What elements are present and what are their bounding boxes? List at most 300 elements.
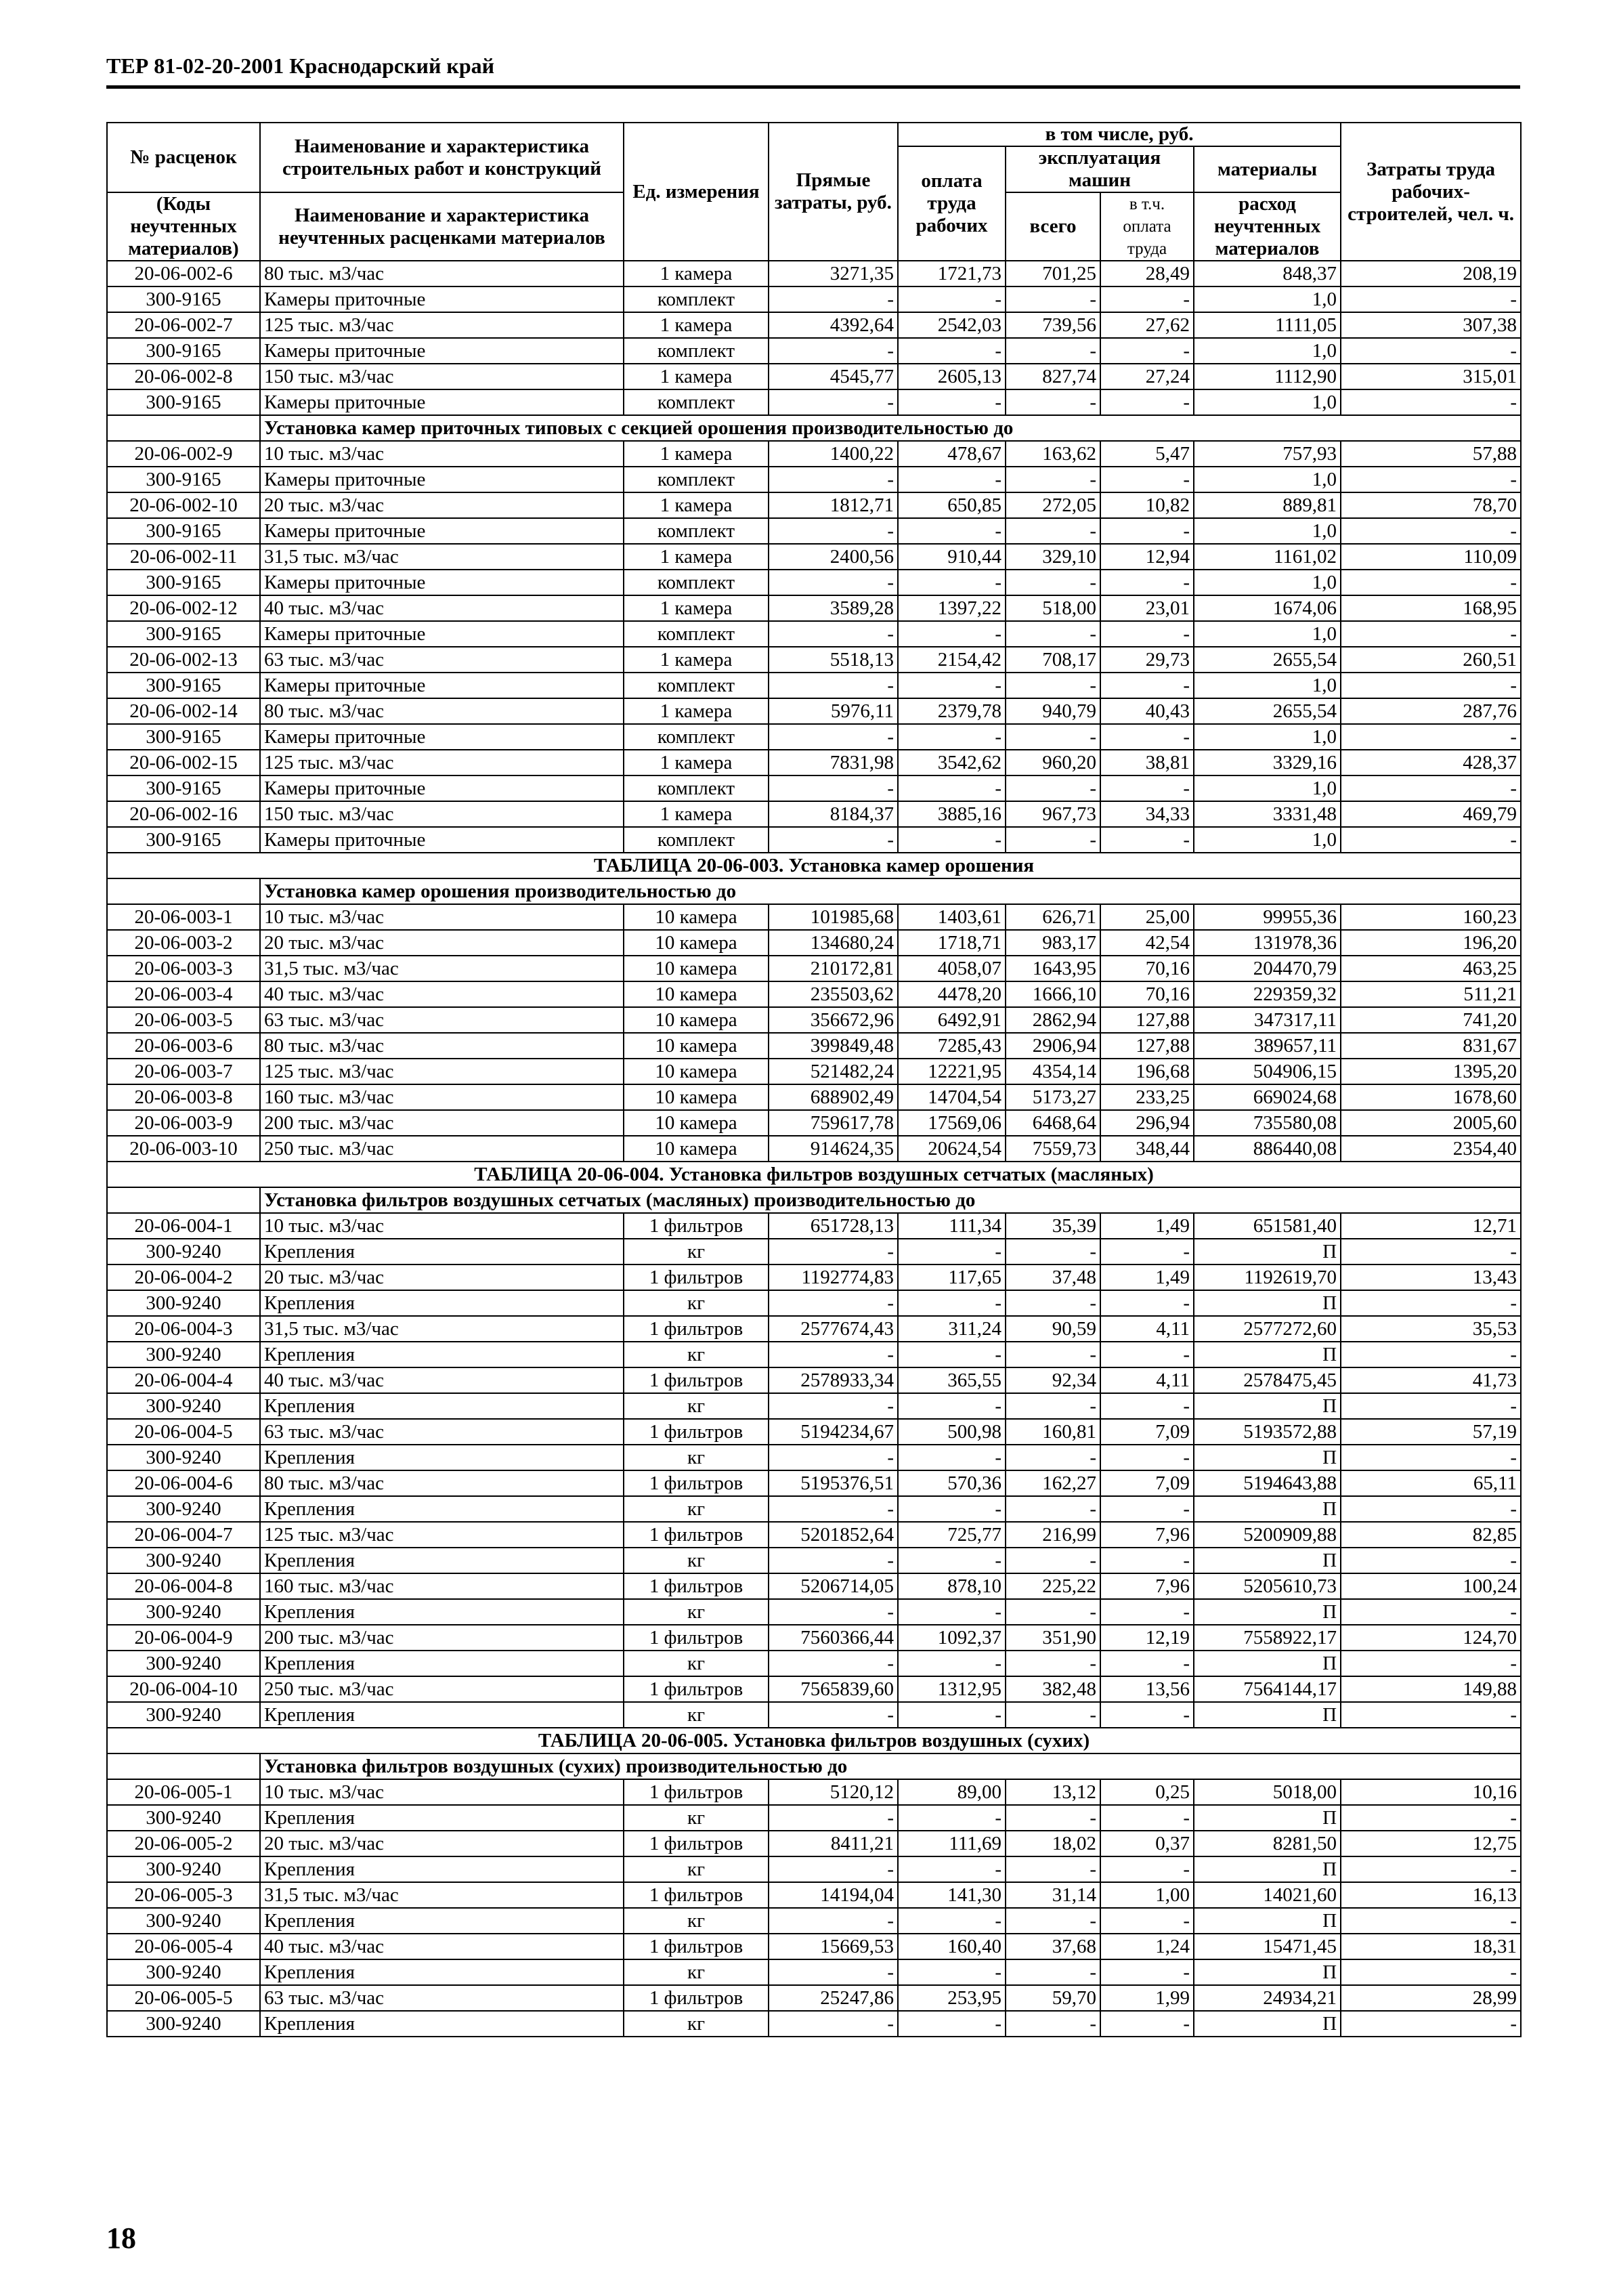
material-row (107, 1445, 1521, 1470)
unit-cell: комплект (624, 724, 769, 750)
machine-wages-cell: - (1100, 1548, 1194, 1573)
unit-cell: 1 камера (624, 261, 769, 286)
machine-wages-cell: - (1100, 2011, 1194, 2037)
rate-row (107, 1033, 1521, 1059)
section-title: Установка камер приточных типовых с секцией орошения производительностью до (260, 415, 1521, 441)
direct-cell: 25247,86 (769, 1985, 898, 2011)
wages-cell: - (898, 570, 1006, 595)
direct-cell: 7831,98 (769, 750, 898, 775)
machine-wages-cell: 70,16 (1100, 981, 1194, 1007)
unit-cell: кг (624, 1496, 769, 1522)
direct-cell: 7560366,44 (769, 1625, 898, 1651)
materials-cell: 757,93 (1194, 441, 1341, 467)
code-cell: 300-9240 (107, 1239, 260, 1264)
material-row (107, 467, 1521, 492)
name-cell: Камеры приточные (260, 389, 624, 415)
wages-cell: 7285,43 (898, 1033, 1006, 1059)
wages-cell: 2542,03 (898, 312, 1006, 338)
wages-cell: 12221,95 (898, 1059, 1006, 1084)
rate-row (107, 1522, 1521, 1548)
section-title: Установка камер орошения производительностью до (260, 878, 1521, 904)
materials-cell: 5200909,88 (1194, 1522, 1341, 1548)
material-row (107, 1548, 1521, 1573)
labor-cell: - (1341, 389, 1521, 415)
rate-row (107, 801, 1521, 827)
materials-cell: П (1194, 1496, 1341, 1522)
machine-wages-cell: 5,47 (1100, 441, 1194, 467)
machine-wages-cell: - (1100, 673, 1194, 698)
direct-cell: 1192774,83 (769, 1264, 898, 1290)
code-cell: 300-9165 (107, 467, 260, 492)
labor-cell: 65,11 (1341, 1470, 1521, 1496)
name-cell: 160 тыс. м3/час (260, 1573, 624, 1599)
materials-cell: 1,0 (1194, 775, 1341, 801)
machine-wages-cell: - (1100, 1908, 1194, 1934)
machine-wages-cell: 127,88 (1100, 1033, 1194, 1059)
rate-row (107, 1470, 1521, 1496)
name-cell: Крепления (260, 1702, 624, 1728)
material-row (107, 1908, 1521, 1934)
code-cell: 300-9240 (107, 1908, 260, 1934)
material-row (107, 1702, 1521, 1728)
machine-wages-cell: 4,11 (1100, 1367, 1194, 1393)
materials-cell: 14021,60 (1194, 1882, 1341, 1908)
material-row (107, 1342, 1521, 1367)
machine-wages-cell: 42,54 (1100, 930, 1194, 956)
section-spacer (107, 415, 260, 441)
materials-cell: 1,0 (1194, 389, 1341, 415)
name-cell: 63 тыс. м3/час (260, 647, 624, 673)
unit-cell: 1 камера (624, 364, 769, 389)
materials-cell: 1,0 (1194, 570, 1341, 595)
direct-cell: 4392,64 (769, 312, 898, 338)
materials-cell: 7564144,17 (1194, 1676, 1341, 1702)
direct-cell: - (769, 518, 898, 544)
machine-wages-cell: - (1100, 1290, 1194, 1316)
machine-wages-cell: - (1100, 389, 1194, 415)
wages-cell: 141,30 (898, 1882, 1006, 1908)
material-row (107, 827, 1521, 853)
code-cell: 20-06-002-7 (107, 312, 260, 338)
direct-cell: 14194,04 (769, 1882, 898, 1908)
machines-cell: - (1006, 775, 1100, 801)
machines-cell: - (1006, 1908, 1100, 1934)
header-direct-costs: Прямые затраты, руб. (769, 123, 898, 261)
name-cell: 40 тыс. м3/час (260, 1367, 624, 1393)
labor-cell: - (1341, 467, 1521, 492)
wages-cell: 4058,07 (898, 956, 1006, 981)
unit-cell: 10 камера (624, 1084, 769, 1110)
rate-row (107, 1136, 1521, 1162)
unit-cell: комплект (624, 338, 769, 364)
unit-cell: кг (624, 1342, 769, 1367)
wages-cell: 570,36 (898, 1470, 1006, 1496)
code-cell: 300-9165 (107, 338, 260, 364)
materials-cell: П (1194, 1959, 1341, 1985)
direct-cell: 235503,62 (769, 981, 898, 1007)
unit-cell: 1 камера (624, 544, 769, 570)
labor-cell: 110,09 (1341, 544, 1521, 570)
material-row (107, 518, 1521, 544)
materials-cell: 1,0 (1194, 621, 1341, 647)
wages-cell: - (898, 1599, 1006, 1625)
materials-cell: П (1194, 1548, 1341, 1573)
labor-cell: 10,16 (1341, 1779, 1521, 1805)
labor-cell: - (1341, 286, 1521, 312)
machine-wages-cell: 348,44 (1100, 1136, 1194, 1162)
direct-cell: 7565839,60 (769, 1676, 898, 1702)
machine-wages-cell: - (1100, 1856, 1194, 1882)
header-code-top: № расценок (107, 123, 260, 192)
code-cell: 300-9240 (107, 1651, 260, 1676)
wages-cell: 1397,22 (898, 595, 1006, 621)
machines-cell: - (1006, 1445, 1100, 1470)
labor-cell: 41,73 (1341, 1367, 1521, 1393)
labor-cell: 287,76 (1341, 698, 1521, 724)
direct-cell: 134680,24 (769, 930, 898, 956)
material-row (107, 286, 1521, 312)
direct-cell: 1400,22 (769, 441, 898, 467)
machine-wages-cell: - (1100, 1496, 1194, 1522)
wages-cell: - (898, 1651, 1006, 1676)
name-cell: Камеры приточные (260, 286, 624, 312)
unit-cell: 10 камера (624, 981, 769, 1007)
machines-cell: - (1006, 1239, 1100, 1264)
materials-cell: 1,0 (1194, 338, 1341, 364)
rate-row (107, 312, 1521, 338)
unit-cell: комплект (624, 673, 769, 698)
materials-cell: 5205610,73 (1194, 1573, 1341, 1599)
machines-cell: 31,14 (1006, 1882, 1100, 1908)
unit-cell: 1 фильтров (624, 1831, 769, 1856)
code-cell: 20-06-005-4 (107, 1934, 260, 1959)
material-row (107, 2011, 1521, 2037)
machine-wages-cell: 0,25 (1100, 1779, 1194, 1805)
labor-cell: - (1341, 1651, 1521, 1676)
direct-cell: 1812,71 (769, 492, 898, 518)
labor-cell: 1678,60 (1341, 1084, 1521, 1110)
rate-row (107, 1084, 1521, 1110)
machines-cell: 225,22 (1006, 1573, 1100, 1599)
wages-cell: 311,24 (898, 1316, 1006, 1342)
name-cell: 40 тыс. м3/час (260, 1934, 624, 1959)
machine-wages-cell: 27,62 (1100, 312, 1194, 338)
unit-cell: 1 фильтров (624, 1985, 769, 2011)
rate-row (107, 1779, 1521, 1805)
rate-row (107, 904, 1521, 930)
unit-cell: 1 фильтров (624, 1522, 769, 1548)
code-cell: 20-06-005-3 (107, 1882, 260, 1908)
materials-cell: 1112,90 (1194, 364, 1341, 389)
rate-row (107, 1059, 1521, 1084)
unit-cell: 1 фильтров (624, 1316, 769, 1342)
direct-cell: 4545,77 (769, 364, 898, 389)
unit-cell: 1 фильтров (624, 1419, 769, 1445)
labor-cell: 463,25 (1341, 956, 1521, 981)
code-cell: 300-9165 (107, 673, 260, 698)
name-cell: 63 тыс. м3/час (260, 1419, 624, 1445)
wages-cell: 478,67 (898, 441, 1006, 467)
rate-row (107, 1110, 1521, 1136)
machine-wages-cell: - (1100, 1393, 1194, 1419)
materials-cell: 8281,50 (1194, 1831, 1341, 1856)
name-cell: 125 тыс. м3/час (260, 750, 624, 775)
rate-row (107, 364, 1521, 389)
direct-cell: 521482,24 (769, 1059, 898, 1084)
header-name-bottom: Наименование и характеристика неучтенных расценками материалов (260, 192, 624, 261)
machines-cell: 708,17 (1006, 647, 1100, 673)
material-row (107, 1959, 1521, 1985)
name-cell: 10 тыс. м3/час (260, 441, 624, 467)
materials-cell: 889,81 (1194, 492, 1341, 518)
wages-cell: 117,65 (898, 1264, 1006, 1290)
code-cell: 20-06-003-7 (107, 1059, 260, 1084)
labor-cell: - (1341, 775, 1521, 801)
machine-wages-cell: 127,88 (1100, 1007, 1194, 1033)
materials-cell: П (1194, 1445, 1341, 1470)
labor-cell: 831,67 (1341, 1033, 1521, 1059)
material-row (107, 1599, 1521, 1625)
direct-cell: 101985,68 (769, 904, 898, 930)
unit-cell: комплект (624, 389, 769, 415)
labor-cell: 208,19 (1341, 261, 1521, 286)
code-cell: 20-06-005-5 (107, 1985, 260, 2011)
code-cell: 300-9165 (107, 389, 260, 415)
direct-cell: - (769, 467, 898, 492)
code-cell: 20-06-004-7 (107, 1522, 260, 1548)
machine-wages-cell: - (1100, 775, 1194, 801)
name-cell: 250 тыс. м3/час (260, 1676, 624, 1702)
labor-cell: - (1341, 621, 1521, 647)
direct-cell: 5976,11 (769, 698, 898, 724)
machines-cell: 162,27 (1006, 1470, 1100, 1496)
labor-cell: 428,37 (1341, 750, 1521, 775)
rates-table (106, 122, 1522, 2037)
direct-cell: 8184,37 (769, 801, 898, 827)
unit-cell: 1 камера (624, 595, 769, 621)
header-rule (106, 85, 1520, 89)
materials-cell: 24934,21 (1194, 1985, 1341, 2011)
materials-cell: 886440,08 (1194, 1136, 1341, 1162)
code-cell: 20-06-004-10 (107, 1676, 260, 1702)
material-row (107, 1290, 1521, 1316)
code-cell: 20-06-002-16 (107, 801, 260, 827)
materials-cell: 1,0 (1194, 724, 1341, 750)
code-cell: 300-9165 (107, 724, 260, 750)
labor-cell: - (1341, 1805, 1521, 1831)
unit-cell: комплект (624, 467, 769, 492)
unit-cell: 10 камера (624, 930, 769, 956)
code-cell: 20-06-003-2 (107, 930, 260, 956)
name-cell: 10 тыс. м3/час (260, 1779, 624, 1805)
name-cell: 150 тыс. м3/час (260, 364, 624, 389)
machines-cell: 35,39 (1006, 1213, 1100, 1239)
rate-row (107, 1676, 1521, 1702)
wages-cell: 2605,13 (898, 364, 1006, 389)
direct-cell: - (769, 1908, 898, 1934)
machines-cell: 739,56 (1006, 312, 1100, 338)
machines-cell: - (1006, 1856, 1100, 1882)
name-cell: Крепления (260, 1290, 624, 1316)
name-cell: Крепления (260, 1239, 624, 1264)
machines-cell: 37,48 (1006, 1264, 1100, 1290)
unit-cell: 1 фильтров (624, 1367, 769, 1393)
direct-cell: - (769, 1342, 898, 1367)
machines-cell: 960,20 (1006, 750, 1100, 775)
machines-cell: 163,62 (1006, 441, 1100, 467)
machine-wages-cell: 1,99 (1100, 1985, 1194, 2011)
direct-cell: - (769, 1805, 898, 1831)
header-including: в том числе, руб. (898, 123, 1341, 146)
machines-cell: - (1006, 1702, 1100, 1728)
wages-cell: - (898, 286, 1006, 312)
table-caption: ТАБЛИЦА 20-06-005. Установка фильтров воздушных (сухих) (107, 1728, 1521, 1753)
wages-cell: - (898, 724, 1006, 750)
machines-cell: - (1006, 827, 1100, 853)
rate-row (107, 930, 1521, 956)
header-materials-bottom: расход неучтенных материалов (1194, 192, 1341, 261)
materials-cell: 2655,54 (1194, 698, 1341, 724)
name-cell: 20 тыс. м3/час (260, 492, 624, 518)
labor-cell: 469,79 (1341, 801, 1521, 827)
unit-cell: 10 камера (624, 1033, 769, 1059)
code-cell: 20-06-003-3 (107, 956, 260, 981)
name-cell: 63 тыс. м3/час (260, 1985, 624, 2011)
wages-cell: - (898, 2011, 1006, 2037)
name-cell: Камеры приточные (260, 724, 624, 750)
machines-cell: - (1006, 389, 1100, 415)
labor-cell: 2354,40 (1341, 1136, 1521, 1162)
direct-cell: - (769, 1856, 898, 1882)
materials-cell: 5018,00 (1194, 1779, 1341, 1805)
machine-wages-cell: 196,68 (1100, 1059, 1194, 1084)
wages-cell: 17569,06 (898, 1110, 1006, 1136)
materials-cell: П (1194, 2011, 1341, 2037)
machine-wages-cell: 1,49 (1100, 1213, 1194, 1239)
wages-cell: - (898, 338, 1006, 364)
machines-cell: - (1006, 1393, 1100, 1419)
direct-cell: 5518,13 (769, 647, 898, 673)
labor-cell: 1395,20 (1341, 1059, 1521, 1084)
document-header: ТЕР 81-02-20-2001 Краснодарский край (106, 54, 495, 78)
material-row (107, 1856, 1521, 1882)
section-row (107, 878, 1521, 904)
labor-cell: - (1341, 518, 1521, 544)
direct-cell: - (769, 1651, 898, 1676)
unit-cell: кг (624, 1908, 769, 1934)
code-cell: 300-9240 (107, 1393, 260, 1419)
materials-cell: 1161,02 (1194, 544, 1341, 570)
wages-cell: 725,77 (898, 1522, 1006, 1548)
unit-cell: 1 камера (624, 698, 769, 724)
machine-wages-cell: - (1100, 724, 1194, 750)
code-cell: 300-9240 (107, 1856, 260, 1882)
section-row (107, 1187, 1521, 1213)
labor-cell: - (1341, 1239, 1521, 1264)
labor-cell: 741,20 (1341, 1007, 1521, 1033)
code-cell: 20-06-003-9 (107, 1110, 260, 1136)
unit-cell: 10 камера (624, 1110, 769, 1136)
machines-cell: 5173,27 (1006, 1084, 1100, 1110)
code-cell: 20-06-004-2 (107, 1264, 260, 1290)
direct-cell: - (769, 1548, 898, 1573)
labor-cell: - (1341, 1702, 1521, 1728)
machine-wages-cell: - (1100, 827, 1194, 853)
materials-cell: 99955,36 (1194, 904, 1341, 930)
name-cell: 31,5 тыс. м3/час (260, 956, 624, 981)
machine-wages-cell: - (1100, 467, 1194, 492)
machine-wages-cell: 13,56 (1100, 1676, 1194, 1702)
labor-cell: - (1341, 2011, 1521, 2037)
unit-cell: 10 камера (624, 1059, 769, 1084)
machines-cell: - (1006, 1290, 1100, 1316)
labor-cell: 12,71 (1341, 1213, 1521, 1239)
wages-cell: - (898, 518, 1006, 544)
code-cell: 20-06-005-2 (107, 1831, 260, 1856)
unit-cell: 1 фильтров (624, 1676, 769, 1702)
section-title: Установка фильтров воздушных (сухих) производительностью до (260, 1753, 1521, 1779)
section-spacer (107, 878, 260, 904)
machine-wages-cell: 7,96 (1100, 1522, 1194, 1548)
materials-cell: 3331,48 (1194, 801, 1341, 827)
name-cell: 20 тыс. м3/час (260, 1831, 624, 1856)
name-cell: 20 тыс. м3/час (260, 1264, 624, 1290)
rate-row (107, 956, 1521, 981)
machine-wages-cell: - (1100, 570, 1194, 595)
wages-cell: - (898, 1290, 1006, 1316)
direct-cell: 210172,81 (769, 956, 898, 981)
labor-cell: 511,21 (1341, 981, 1521, 1007)
machines-cell: - (1006, 286, 1100, 312)
code-cell: 20-06-002-13 (107, 647, 260, 673)
wages-cell: 1403,61 (898, 904, 1006, 930)
name-cell: Крепления (260, 2011, 624, 2037)
labor-cell: 160,23 (1341, 904, 1521, 930)
labor-cell: 196,20 (1341, 930, 1521, 956)
rate-row (107, 261, 1521, 286)
rate-row (107, 981, 1521, 1007)
machine-wages-cell: 38,81 (1100, 750, 1194, 775)
machines-cell: 216,99 (1006, 1522, 1100, 1548)
labor-cell: 168,95 (1341, 595, 1521, 621)
rate-row (107, 492, 1521, 518)
direct-cell: - (769, 1959, 898, 1985)
code-cell: 20-06-002-11 (107, 544, 260, 570)
materials-cell: 1,0 (1194, 286, 1341, 312)
labor-cell: - (1341, 1599, 1521, 1625)
table-header (107, 123, 1521, 261)
direct-cell: 15669,53 (769, 1934, 898, 1959)
materials-cell: 2655,54 (1194, 647, 1341, 673)
unit-cell: комплект (624, 827, 769, 853)
labor-cell: 100,24 (1341, 1573, 1521, 1599)
name-cell: 31,5 тыс. м3/час (260, 1316, 624, 1342)
machines-cell: 827,74 (1006, 364, 1100, 389)
direct-cell: - (769, 1496, 898, 1522)
wages-cell: - (898, 1445, 1006, 1470)
code-cell: 20-06-003-5 (107, 1007, 260, 1033)
header-wages: оплата труда рабочих (898, 146, 1006, 261)
machines-cell: 2906,94 (1006, 1033, 1100, 1059)
code-cell: 20-06-005-1 (107, 1779, 260, 1805)
machines-cell: 2862,94 (1006, 1007, 1100, 1033)
wages-cell: 1718,71 (898, 930, 1006, 956)
rate-row (107, 1367, 1521, 1393)
wages-cell: 1312,95 (898, 1676, 1006, 1702)
unit-cell: 1 камера (624, 312, 769, 338)
machines-cell: 160,81 (1006, 1419, 1100, 1445)
labor-cell: - (1341, 1908, 1521, 1934)
